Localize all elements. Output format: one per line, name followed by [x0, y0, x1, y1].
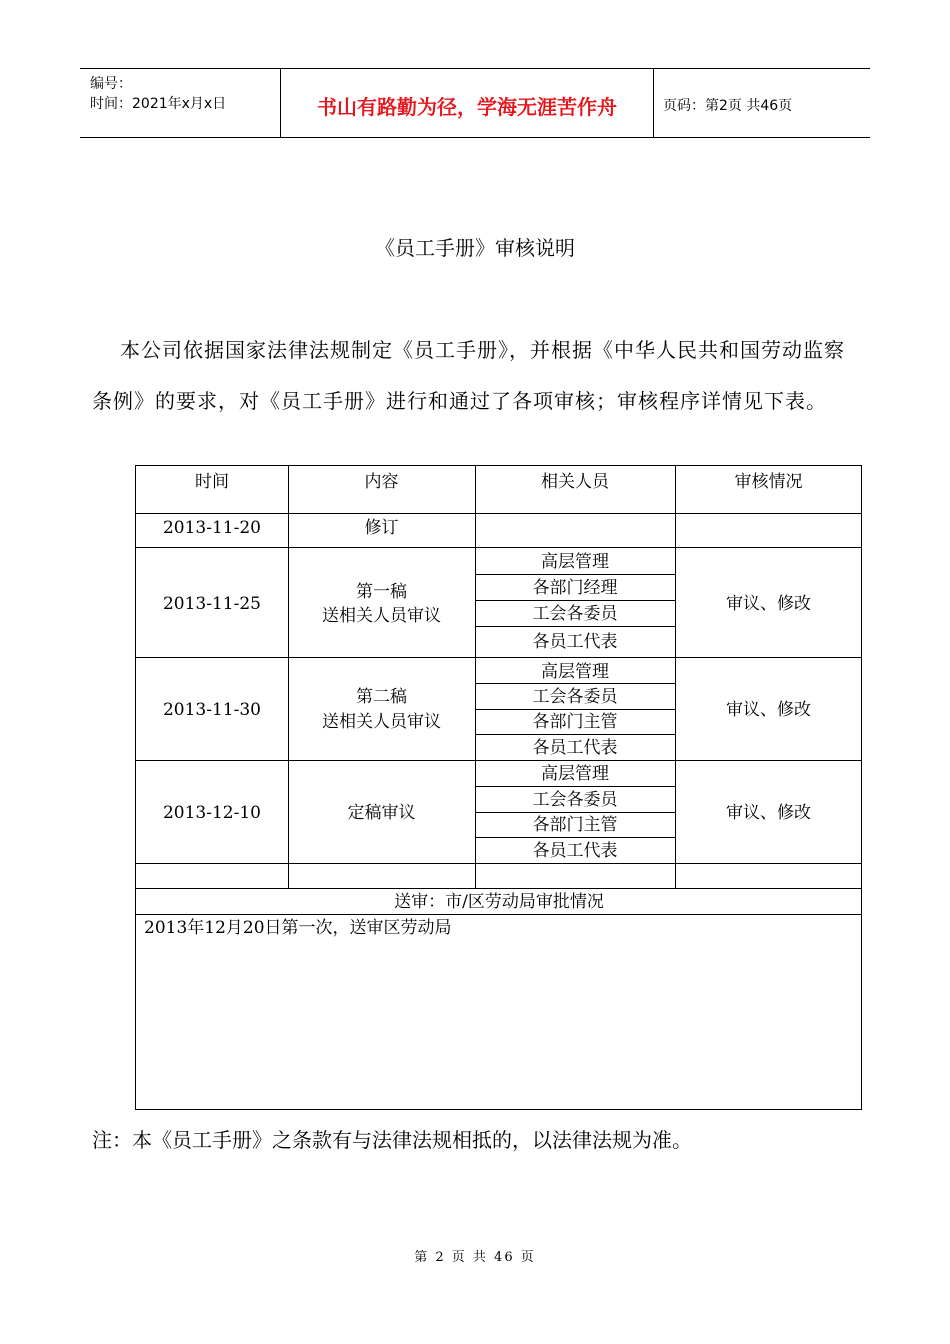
document-title: 《员工手册》审核说明 [375, 236, 575, 260]
row1-date: 2013-11-20 [162, 518, 261, 538]
row-divider [136, 760, 862, 761]
motto: 书山有路勤为径，学海无涯苦作舟 [317, 95, 617, 119]
number-label: 编号： [90, 76, 132, 92]
review-table [135, 465, 862, 1110]
row3-person-4: 各员工代表 [532, 738, 618, 758]
row3-content-line1: 第二稿 [356, 687, 407, 707]
row-divider [136, 888, 862, 889]
header-meta [80, 69, 280, 137]
row2-date: 2013-11-25 [162, 594, 261, 614]
header-time: 时间 [195, 472, 229, 492]
row3-person-1: 高层管理 [541, 662, 609, 682]
row1-content: 修订 [364, 518, 399, 538]
time-label: 时间：2021年x月x日 [90, 96, 227, 112]
note: 注：本《员工手册》之条款有与法律法规相抵的，以法律法规为准。 [92, 1128, 692, 1152]
page-header [80, 68, 870, 138]
row2-person-4: 各员工代表 [532, 632, 618, 652]
row-divider [136, 513, 862, 514]
row-divider [136, 547, 862, 548]
row-divider [136, 657, 862, 658]
sub-divider [475, 786, 675, 787]
row2-person-2: 各部门经理 [532, 578, 618, 598]
header-page-cell [653, 69, 870, 137]
row2-content-line2: 送相关人员审议 [322, 606, 441, 626]
row4-status: 审议、修改 [726, 803, 811, 823]
row3-date: 2013-11-30 [162, 700, 261, 720]
approval-text: 2013年12月20日第一次，送审区劳动局 [144, 918, 452, 938]
sub-divider [475, 600, 675, 601]
row2-content-line1: 第一稿 [356, 582, 407, 602]
approval-header: 送审：市/区劳动局审批情况 [394, 892, 604, 912]
header-people: 相关人员 [541, 472, 609, 492]
intro-text: 本公司依据国家法律法规制定《员工手册》，并根据《中华人民共和国劳动监察条例》的要求，对《员工手册》进行和通过了各项审核；审核程序详情见下表。 [92, 338, 845, 413]
row4-date: 2013-12-10 [162, 803, 261, 823]
row4-person-1: 高层管理 [541, 764, 609, 784]
row2-person-1: 高层管理 [541, 552, 609, 572]
intro-paragraph [92, 325, 862, 427]
sub-divider [475, 626, 675, 627]
row4-person-3: 各部门主管 [532, 815, 618, 835]
row2-person-3: 工会各委员 [532, 604, 618, 624]
header-content: 内容 [364, 472, 399, 492]
header-status: 审核情况 [734, 472, 803, 492]
row-divider [136, 914, 862, 915]
row4-person-4: 各员工代表 [532, 841, 618, 861]
sub-divider [475, 574, 675, 575]
row3-person-3: 各部门主管 [532, 712, 618, 732]
row3-person-2: 工会各委员 [532, 687, 618, 707]
page-label: 页码：第2页 共46页 [663, 98, 793, 114]
page-footer: 第 2 页 共 46 页 [414, 1250, 536, 1265]
row3-status: 审议、修改 [726, 700, 811, 720]
row3-content-line2: 送相关人员审议 [322, 712, 441, 732]
row2-status: 审议、修改 [726, 594, 811, 614]
sub-divider [475, 734, 675, 735]
header-motto-cell [280, 69, 654, 137]
sub-divider [475, 837, 675, 838]
row-divider [136, 863, 862, 864]
row4-person-2: 工会各委员 [532, 790, 618, 810]
row4-content: 定稿审议 [347, 803, 416, 823]
